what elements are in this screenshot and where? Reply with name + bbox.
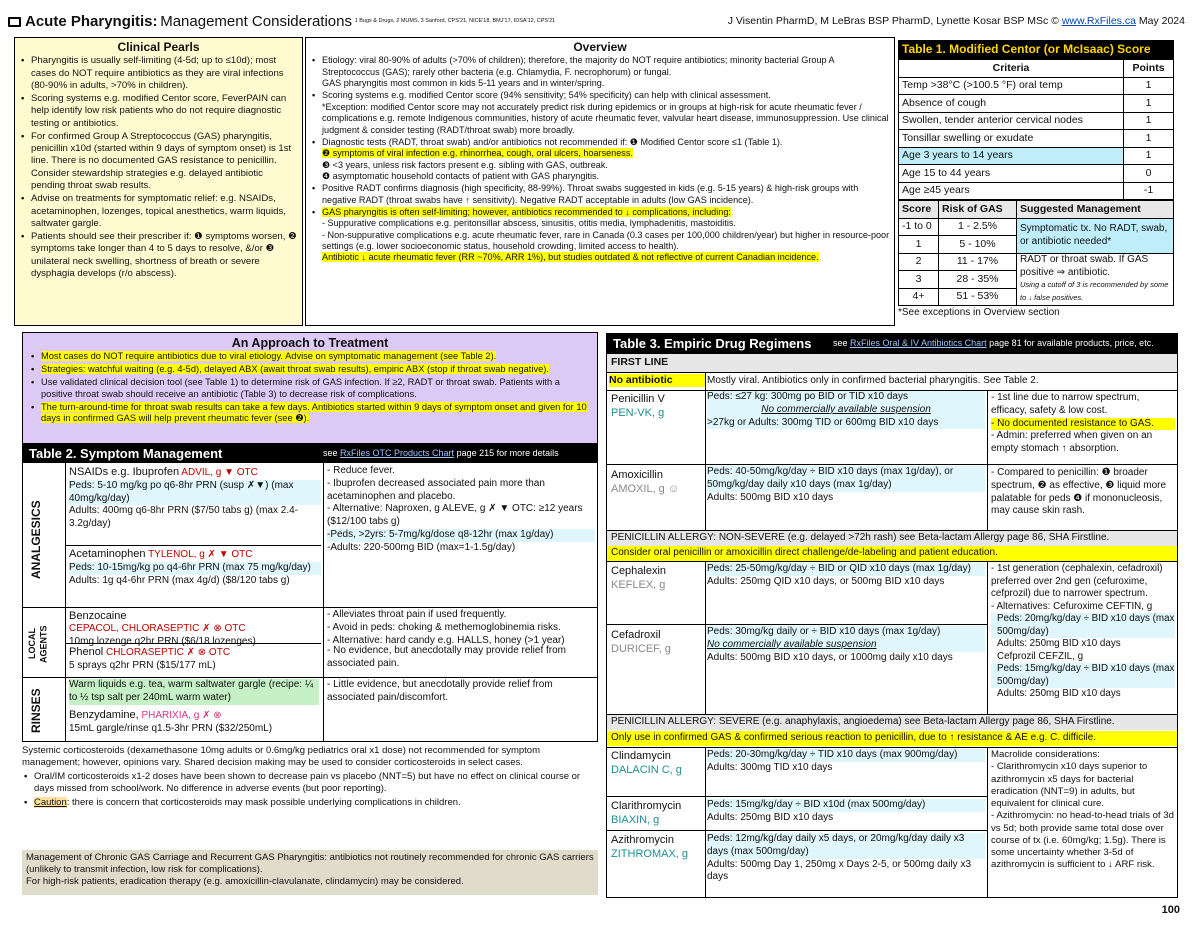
amoxicillin-notes: - Compared to penicillin: ❶ broader spectrum, ❷ as effective, ❸ liquid more palatable for peds ❹ if mononucleosis, may cause skin rash. [991,467,1167,517]
no-antibiotic-note: Mostly viral. Antibiotics only in confirmed bacterial pharyngitis. See Table 2. [707,375,1039,386]
title-refs: 1 Bugs & Drugs, 2 MUMS, 3 Sanford, CPS'21, NICE'18, BMJ'17, IDSA'12, CPS'21 [354,17,556,24]
table-row: Age ≥45 years -1 [899,182,1174,200]
cefadroxil-cell: Cefadroxil DURICEF, g [611,629,671,656]
apap-cell: Acetaminophen TYLENOL, g ✗ ▼ OTC Peds: 10-15mg/kg po q4-6hr PRN (max 75 mg/kg/day) Adults: 1g q4-6hr PRN (max 4g/d) ($8/120 tabs g) [69,547,321,587]
computer-icon [8,17,21,27]
pearls-title: Clinical Pearls [117,40,200,54]
approach-item: Strategies: watchful waiting (e.g. 4-5d), delayed ABX (await throat swab results), empiric ABX (stop if throat swab negative). [41,363,549,374]
antibiotics-chart-link[interactable]: RxFiles Oral & IV Antibiotics Chart [850,338,987,348]
steroids-bullet: : there is concern that corticosteroids may mask possible underlying complications in children. [66,796,461,808]
cefadroxil-dosing: Peds: 30mg/kg daily or ÷ BID x10 days (max 1g/day) No commercially available suspension Adults: 500mg BID x10 days, or 1000mg daily x10 days [707,626,985,664]
table1-footnote: *See exceptions in Overview section [898,307,1060,319]
nsaid-cell: NSAIDs e.g. Ibuprofen ADVIL, g ▼ OTC Peds: 5-10 mg/kg po q6-8hr PRN (susp ✗▼) (max 40mg/kg/day) Adults: 400mg q6-8hr PRN ($7/50 tabs g) (max 2.4-3.2g/day) [69,465,321,531]
pearl-item: • Pharyngitis is usually self-limiting (4-5d; up to ≤10d); most cases do NOT require antibiotics as they are viral infections (80-90% in adults, >70% in children). [19,55,298,92]
overview-exception: *Exception: modified Centor score may not accurately predict risk during epidemics or in groups at high-risk for acute rheumatic fever / complications e.g. remote Indigenous communities, history of acute rheumatic fever, valvular heart disease, immunosuppression. Use clinical judgment & consider testing (RADT/throat swab) more broadly. [322,101,889,135]
overview-arf: Antibiotic ↓ acute rheumatic fever (RR ~70%, ARR 1%), but studies outdated & not reflective of current Canadian incidence. [322,252,819,263]
table-row: Temp >38°C (>100.5 °F) oral temp 1 [899,77,1174,95]
penicillin-notes: - 1st line due to narrow spectrum, efficacy, safety & low cost. - No documented resistance to GAS. - Admin: preferred when given on an empty stomach ↑ absorption. [991,392,1175,456]
score-table: Score Risk of GAS Suggested Management -1 to 0 1 - 2.5% Symptomatic tx. No RADT, swab, or antibiotic needed* 1 5 - 10% 2 11 - 17% RADT or throat swab. If GAS positive ⇒ antibiotic. Using a cutoff of 3 is recommended by some to ↓ false positives. 3 28 - 35% 4+ 51 - 53% [898,200,1174,306]
page-number: 100 [1161,904,1180,916]
rxfiles-link[interactable]: www.RxFiles.ca [1061,15,1136,27]
analgesics-label: ANALGESICS [29,500,43,580]
overview-nonsupp: - Non-suppurative complications e.g. acute rheumatic fever, rare in Canada (0.3 cases per 100,000 children/year) but higher in resource-poor settings (e.g. lower socioeconomic status, household crowding, limited access to health). [322,229,890,252]
table2-box [22,444,598,742]
table3-box [606,333,1178,898]
first-line-label: FIRST LINE [607,354,1177,372]
overview-title: Overview [573,40,627,54]
steroids-section [22,745,598,810]
approach-box [22,332,598,444]
pearl-item: • For confirmed Group A Streptococcus (GAS) pharyngitis, penicillin x10d (started within 9 days of symptom onset) is 1st line. There is no documented GAS resistance to penicillin. Consider stewardship strategies e.g. delayed antibiotic pending throat swab results. [19,131,298,192]
table-row: Absence of cough 1 [899,95,1174,113]
approach-item: The turn-around-time for throat swab results can take a few days. Antibiotics started within 9 days of symptom onset and given for 10 days in confirmed GAS will help prevent rheumatic fever (see ❷). [41,401,587,424]
overview-diag3: ❸ <3 years, unless risk factors present e.g. sibling with GAS, outbreak. [322,159,608,170]
phenol-notes: - No evidence, but anecdotally may provide relief from associated pain. [327,645,567,669]
table-row: 1 5 - 10% [899,236,1174,254]
warm-liquids-notes: - Little evidence, but anecdotally provide relief from associated pain/discomfort. [327,679,553,703]
overview-radt: • Positive RADT confirms diagnosis (high specificity, 88-99%). Throat swabs suggested in kids (e.g. 5-15 years) & high-risk groups with negative RADT (throat swabs have ↑ sensitivity). Negative RADT acceptable in adults (low GAS incidence). [310,183,890,206]
local-agents-label: LOCAL AGENTS [27,625,49,663]
overview-supp: - Suppurative complications e.g. peritonsillar abscess, sinusitis, otitis media, lymphadenitis, mastoiditis. [322,218,736,229]
table3-title: Table 3. Empiric Drug Regimens [613,336,812,351]
carriage-para: Management of Chronic GAS Carriage and Recurrent GAS Pharyngitis: antibiotics not routinely recommended for chronic GAS carriers (unlikely to transmit infection, low risk for complications). [26,852,594,876]
table-row: 3 28 - 35% [899,271,1174,289]
title-rest: Management Considerations [160,13,352,30]
amoxicillin-dosing: Peds: 40-50mg/kg/day ÷ BID x10 days (max 1g/day), or 50mg/kg/day daily x10 days (max 1g/day) Adults: 500mg BID x10 days [707,466,985,504]
approach-title: An Approach to Treatment [231,336,389,350]
clindamycin-cell: Clindamycin DALACIN C, g [611,750,682,777]
table-row: Swollen, tender anterior cervical nodes 1 [899,112,1174,130]
table-row: 4+ 51 - 53% [899,288,1174,306]
clarithromycin-dosing: Peds: 15mg/kg/day ÷ BID x10d (max 500mg/day) Adults: 250mg BID x10 days [707,799,985,825]
mgmt-low: Symptomatic tx. No RADT, swab, or antibiotic needed* [1017,218,1174,253]
authors-line: J Visentin PharmD, M LeBras BSP PharmD, Lynette Kosar BSP MSc © www.RxFiles.ca May 2024 [727,15,1185,27]
overview-etiology2: GAS pharyngitis most common in kids 5-11 years and in winter/spring. [322,78,605,89]
warm-liquids-cell: Warm liquids e.g. tea, warm saltwater gargle (recipe: ¼ to ½ tsp salt per 240mL warm water) [69,679,319,705]
table-row: -1 to 0 1 - 2.5% Symptomatic tx. No RADT, swab, or antibiotic needed* [899,218,1174,236]
benzocaine-notes: - Alleviates throat pain if used frequently. - Avoid in peds: choking & methemoglobinemia risks. - Alternative: hard candy e.g. HALLS, honey (>1 year) [327,609,565,646]
overview-etiology: Etiology: viral 80-90% of adults (>70% of children); therefore, the majority do NOT require antibiotics; minority bacterial Group A Streptococcus (GAS); rarely other bacteria (e.g. Chlamydia, F. necrophorum) or fungal. [322,55,835,77]
carriage-para2: For high-risk patients, eradication therapy (e.g. amoxicillin-clavulanate, clindamycin) may be considered. [26,876,464,888]
carriage-box [22,850,598,895]
table2-header: Table 2. Symptom Management see RxFiles OTC Products Chart page 215 for more details [23,445,597,463]
cephalexin-dosing: Peds: 25-50mg/kg/day ÷ BID or QID x10 days (max 1g/day) Adults: 250mg QID x10 days, or 500mg BID x10 days [707,563,985,589]
pearl-item: • Scoring systems e.g. modified Centor score, FeverPAIN can help identify low risk patients who do not require diagnostic testing or antibiotics. [19,93,298,130]
table1-box [898,40,1174,320]
overview-diag4: ❹ asymptomatic household contacts of patient with GAS pharyngitis. [322,170,600,181]
rinses-label: RINSES [29,688,43,734]
overview-scoring: Scoring systems e.g. modified Centor score (94% sensitivity; 54% specificity) can help with clinical assessment. [322,90,771,101]
nonsevere-allergy-note: Consider oral penicillin or amoxicillin direct challenge/de-labeling and patient education. [607,546,1177,561]
steroids-para: Systemic corticosteroids (dexamethasone 10mg adults or 0.6mg/kg pediatrics oral x1 dose) not recommended for symptom management; however, opinions vary. Shared decision making may be used to consider corticosteroids in select cases. [22,745,540,769]
caution-label: Caution [34,796,67,808]
penicillin-cell: Penicillin V PEN-VK, g [611,393,665,420]
table-row: Age 3 years to 14 years 1 [899,147,1174,165]
severe-allergy-note: Only use in confirmed GAS & confirmed serious reaction to penicillin, due to ↑ resistance & AE e.g. C. difficile. [607,731,1177,746]
phenol-cell: Phenol CHLORASEPTIC ✗ ⊗ OTC 5 sprays q2hr PRN ($15/177 mL) [69,646,231,671]
table1-title: Table 1. Modified Centor (or McIsaac) Score [898,40,1174,59]
table-row: 2 11 - 17% RADT or throat swab. If GAS positive ⇒ antibiotic. Using a cutoff of 3 is recommended by some to ↓ false positives. [899,253,1174,271]
clindamycin-dosing: Peds: 20-30mg/kg/day ÷ TID x10 days (max 900mg/day) Adults: 300mg TID x10 days [707,749,985,775]
otc-chart-link[interactable]: RxFiles OTC Products Chart [340,448,455,458]
clarithromycin-cell: Clarithromycin BIAXIN, g [611,800,682,827]
cephalexin-cell: Cephalexin KEFLEX, g [611,565,667,592]
nsaid-notes: - Reduce fever. - Ibuprofen decreased associated pain more than acetaminophen and placebo. - Alternative: Naproxen, g ALEVE, g ✗ ▼ OTC: ≥12 years ($12/100 tabs g) -Peds, >2yrs: 5-7mg/kg/dose q8-12hr (max 1g/day) -Adults: 220-500mg BID (max=1-1.5g/day) [327,465,595,555]
penicillin-dosing: Peds: ≤27 kg: 300mg po BID or TID x10 days No commercially available suspension >27kg or Adults: 300mg TID or 600mg BID x10 days [707,391,985,429]
pearl-item: • Patients should see their prescriber if: ❶ symptoms worsen, ❷ symptoms take longer than 4 to 5 days to resolve, &/or ❸ unilateral neck swelling, shortness of breath or severe dysphagia develops (r/o abscess). [19,231,298,280]
macrolide-notes: Macrolide considerations: - Clarithromycin x10 days superior to azithromycin x5 days for bacterial eradication (NNT=9) in adults, but equivalent for clinical cure. - Azithromycin: no head-to-head trials of 3d vs 5d; both provide same total dose over course of tx (i.e. 60mg/kg; 1.5g). There is some uncertainty whether 3-5d of azithromycin is sufficient to ↓ ARF risk. [991,749,1174,871]
overview-diag2: ❷ symptoms of viral infection e.g. rhinorrhea, cough, oral ulcers, hoarseness. [322,148,633,159]
overview-diag: Diagnostic tests (RADT, throat swab) and/or antibiotics not recommended if: ❶ Modified Centor score ≤1 (Table 1). [322,136,783,147]
no-antibiotic-label: No antibiotic [609,374,705,387]
table-row: Tonsillar swelling or exudate 1 [899,130,1174,148]
overview-box [305,37,895,326]
azithromycin-dosing: Peds: 12mg/kg/day daily x5 days, or 20mg/kg/day daily x3 days (max 500mg/day) Adults: 500mg Day 1, 250mg x Days 2-5, or 500mg daily x3 days [707,833,985,884]
benzocaine-cell: Benzocaine CEPACOL, CHLORASEPTIC ✗ ⊗ OTC 10mg lozenge q2hr PRN ($6/18 lozenges) [69,610,256,647]
steroids-bullet: • Oral/IM corticosteroids x1-2 doses have been shown to decrease pain vs placebo (NNT=5) but have no effect on clinical course or days missed from school/work. No difference in adverse events (but poor reporting). [22,771,598,795]
amoxicillin-cell: Amoxicillin AMOXIL, g ☺ [611,469,680,496]
table3-header: Table 3. Empiric Drug Regimens see RxFiles Oral & IV Antibiotics Chart page 81 for available products, price, etc. [607,334,1177,354]
azithromycin-cell: Azithromycin ZITHROMAX, g [611,834,689,861]
severe-allergy-label: PENICILLIN ALLERGY: SEVERE (e.g. anaphylaxis, angioedema) see Beta-lactam Allergy page 86, SHA Firstline. [607,715,1177,730]
table2-title: Table 2. Symptom Management [29,446,223,461]
table-row: Age 15 to 44 years 0 [899,165,1174,183]
approach-item: • Use validated clinical decision tool (see Table 1) to determine risk of GAS infection. If ≥2, RADT or throat swab. Patients with a positive throat swab should receive an antibiotic (Table 3) to decrease risk of complications. [29,377,591,401]
mgmt-high: RADT or throat swab. If GAS positive ⇒ antibiotic. Using a cutoff of 3 is recommended by some to ↓ false positives. [1017,253,1174,306]
overview-gas: GAS pharyngitis is often self-limiting; however, antibiotics recommended to ↓ complications, including: [322,207,731,218]
centor-table: Criteria Points Temp >38°C (>100.5 °F) oral temp 1 Absence of cough 1 Swollen, tender anterior cervical nodes 1 Tonsillar swelling or exudate 1 Age 3 years to 14 years 1 Age 15 to 44 years 0 Age ≥45 years -1 [898,59,1174,200]
approach-item: Most cases do NOT require antibiotics due to viral etiology. Advise on symptomatic management (see Table 2). [41,351,497,361]
nonsevere-allergy-label: PENICILLIN ALLERGY: NON-SEVERE (e.g. delayed >72h rash) see Beta-lactam Allergy page 86, SHA Firstline. [607,531,1177,546]
page-header [8,12,1193,34]
clinical-pearls-box [14,37,303,326]
cephalexin-notes: - 1st generation (cephalexin, cefadroxil) preferred over 2nd gen (cefuroxime, cefprozil) due to narrower spectrum. - Alternatives: Cefuroxime CEFTIN, g Peds: 20mg/kg/day ÷ BID x10 days (max 500mg/day) Adults: 250mg BID x10 days Cefprozil CEFZIL, g Peds: 15mg/kg/day ÷ BID x10 days (max 500mg/day) Adults: 250mg BID x10 days [991,563,1175,700]
pearl-item: • Advise on treatments for symptomatic relief: e.g. NSAIDs, acetaminophen, lozenges, topical anesthetics, warm liquids, saltwater gargle. [19,193,298,230]
title-bold: Acute Pharyngitis: [25,13,158,30]
benzydamine-cell: Benzydamine, PHARIXIA, g ✗ ⊗ 15mL gargle/rinse q1.5-3hr PRN ($32/250mL) [69,709,273,734]
